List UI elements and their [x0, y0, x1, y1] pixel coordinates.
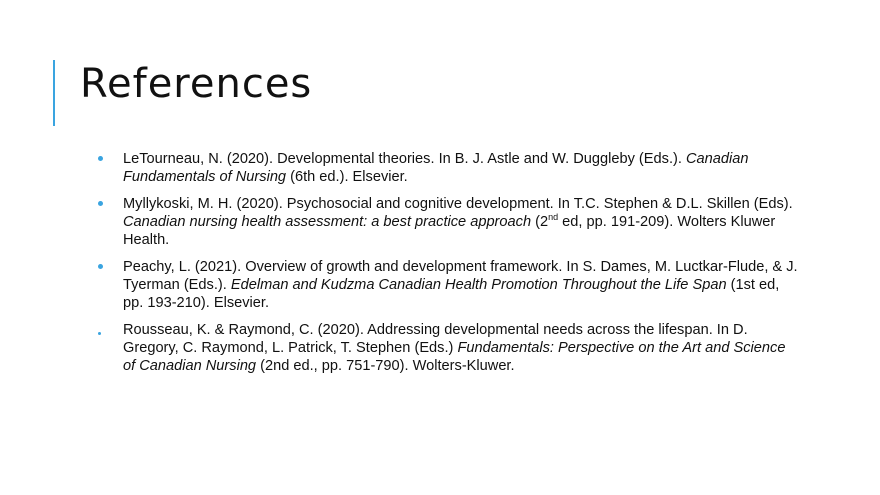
reference-item [98, 321, 798, 375]
bullet-icon [98, 156, 103, 161]
reference-text: Myllykoski, M. H. (2020). Psychosocial and cognitive development. In T.C. Stephen & D.L. Skillen (Eds). [123, 196, 793, 212]
reference-source-title: Edelman and Kudzma Canadian Health Promotion Throughout the Life Span [230, 277, 727, 293]
reference-source-title: Fundamentals: Perspective on the Art and Science of Canadian Nursing [123, 340, 786, 374]
reference-item [98, 195, 798, 249]
reference-item [98, 150, 798, 186]
reference-text: Rousseau, K. & Raymond, C. (2020). Addressing developmental needs across the lifespan. In D. Gregory, C. Raymond, L. Patrick, T. Stephen (Eds.) [123, 322, 748, 356]
reference-item [98, 258, 798, 312]
reference-details: (6th ed.). Elsevier. [286, 169, 408, 185]
reference-edition-superscript: nd [548, 212, 559, 223]
reference-source-title: Canadian Fundamentals of Nursing [123, 151, 749, 185]
slide-title: References [80, 61, 313, 107]
bullet-icon [98, 264, 103, 269]
reference-text: LeTourneau, N. (2020). Developmental theories. In B. J. Astle and W. Duggleby (Eds.). [123, 151, 686, 167]
reference-edition-prefix: (2 [531, 214, 549, 230]
bullet-icon [98, 201, 103, 206]
reference-details: (2nd ed., pp. 751-790). Wolters-Kluwer. [256, 358, 515, 374]
references-list [98, 150, 798, 384]
bullet-icon [98, 332, 101, 335]
reference-source-title: Canadian nursing health assessment: a best practice approach [123, 214, 532, 230]
reference-details: ed, pp. 191-209). Wolters Kluwer Health. [123, 214, 776, 248]
reference-text: Peachy, L. (2021). Overview of growth and development framework. In S. Dames, M. Luctkar-Flude, & J. Tyerman (Eds.). [123, 259, 798, 293]
title-accent-bar [53, 60, 55, 126]
reference-details: (1st ed, pp. 193-210). Elsevier. [123, 277, 780, 311]
